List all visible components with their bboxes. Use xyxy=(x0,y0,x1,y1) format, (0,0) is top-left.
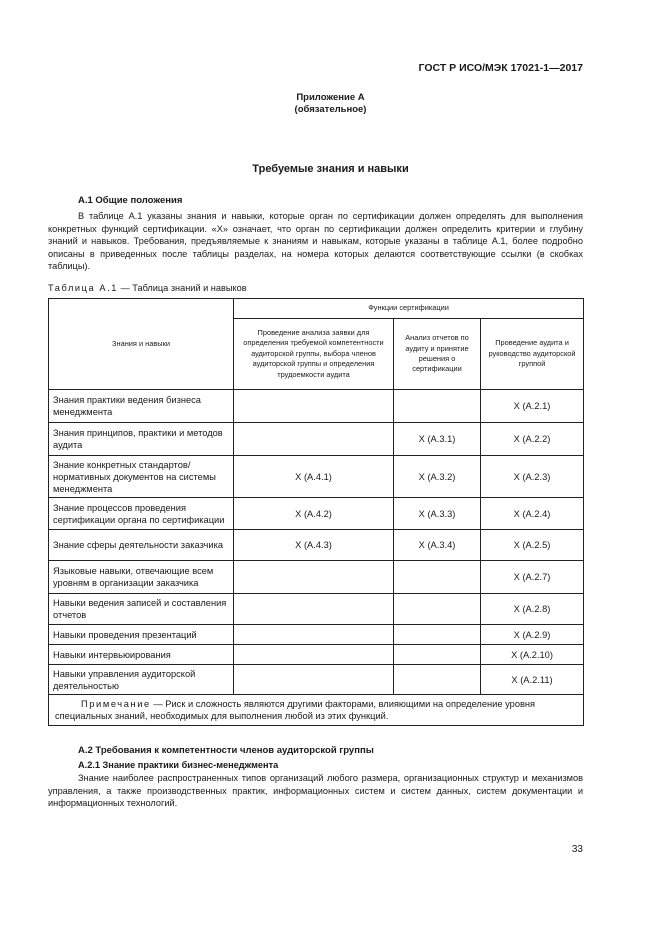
cell-c3: X (A.2.2) xyxy=(481,423,584,456)
cell-c1 xyxy=(234,561,394,594)
cell-c2 xyxy=(394,665,481,695)
table-row xyxy=(49,594,584,625)
cell-c2: X (A.3.1) xyxy=(394,423,481,456)
row-label: Знания практики ведения бизнеса менеджмента xyxy=(49,390,234,423)
cell-c2: X (A.3.3) xyxy=(394,498,481,530)
cell-c2 xyxy=(394,561,481,594)
table-note-label: Примечание xyxy=(81,699,151,709)
cell-c1 xyxy=(234,390,394,423)
col-header-knowledge: Знания и навыки xyxy=(49,299,234,390)
table-note-text: — Риск и сложность являются другими факторами, влияющими на определение уровня специальных знаний, необходимых для выполнения любой из этих функций. xyxy=(55,699,536,721)
a1-paragraph-text: В таблице А.1 указаны знания и навыки, которые орган по сертификации должен определять для выполнения конкретных функций сертификации. «Х» означает, что орган по сертификации должен определить критерии и глубину знаний и навыков. Требования, предъявляемые к знаниям и навыкам, которые указаны в таблице А.1, более подробно описаны в приведенных после таблицы разделах, на номера которых делаются соответствующие ссылки (в скобках таблицы). xyxy=(48,211,583,272)
row-label: Языковые навыки, отвечающие всем уровням в организации заказчика xyxy=(49,561,234,594)
table-note xyxy=(49,695,584,726)
cell-c3: X (A.2.5) xyxy=(481,530,584,561)
document-standard-header: ГОСТ Р ИСО/МЭК 17021-1—2017 xyxy=(418,62,583,74)
cell-c1: X (A.4.2) xyxy=(234,498,394,530)
table-row xyxy=(49,456,584,498)
cell-c2: X (A.3.2) xyxy=(394,456,481,498)
appendix-subtitle: (обязательное) xyxy=(294,104,367,115)
appendix-heading xyxy=(0,92,661,116)
table-row xyxy=(49,645,584,665)
cell-c1 xyxy=(234,594,394,625)
cell-c3: X (A.2.11) xyxy=(481,665,584,695)
table-caption-label: Таблица А.1 xyxy=(48,283,118,293)
knowledge-skills-table xyxy=(48,298,584,726)
table-row xyxy=(49,561,584,594)
cell-c3: X (A.2.7) xyxy=(481,561,584,594)
a1-paragraph xyxy=(48,210,583,273)
table-note-row xyxy=(49,695,584,726)
row-label: Знание процессов проведения сертификации органа по сертификации xyxy=(49,498,234,530)
page-number: 33 xyxy=(571,844,583,855)
cell-c2 xyxy=(394,625,481,645)
cell-c1: X (A.4.3) xyxy=(234,530,394,561)
table-row xyxy=(49,625,584,645)
cell-c1 xyxy=(234,645,394,665)
cell-c3: X (A.2.8) xyxy=(481,594,584,625)
row-label: Знания принципов, практики и методов аудита xyxy=(49,423,234,456)
cell-c3: X (A.2.1) xyxy=(481,390,584,423)
cell-c3: X (A.2.4) xyxy=(481,498,584,530)
table-row xyxy=(49,423,584,456)
cell-c1: X (A.4.1) xyxy=(234,456,394,498)
row-label: Навыки управления аудиторской деятельностью xyxy=(49,665,234,695)
row-label: Знание сферы деятельности заказчика xyxy=(49,530,234,561)
table-caption xyxy=(48,283,247,293)
cell-c3: X (A.2.3) xyxy=(481,456,584,498)
cell-c1 xyxy=(234,665,394,695)
col-header-report-review: Анализ отчетов по аудиту и принятие решения о сертификации xyxy=(394,319,481,390)
cell-c3: X (A.2.9) xyxy=(481,625,584,645)
row-label: Навыки интервьюирования xyxy=(49,645,234,665)
cell-c2: X (A.3.4) xyxy=(394,530,481,561)
section-title: Требуемые знания и навыки xyxy=(252,163,409,175)
cell-c3: X (A.2.10) xyxy=(481,645,584,665)
col-header-application-review: Проведение анализа заявки для определения требуемой компетентности аудиторской группы, выбора членов аудиторской группы и определения трудоемкости аудита xyxy=(234,319,394,390)
table-row xyxy=(49,665,584,695)
cell-c1 xyxy=(234,423,394,456)
a1-heading: А.1 Общие положения xyxy=(78,195,183,206)
a2-1-heading: А.2.1 Знание практики бизнес-менеджмента xyxy=(78,760,279,770)
cell-c2 xyxy=(394,390,481,423)
row-label: Навыки ведения записей и составления отчетов xyxy=(49,594,234,625)
a2-heading: А.2 Требования к компетентности членов аудиторской группы xyxy=(78,745,374,756)
a2-1-paragraph xyxy=(48,772,583,810)
table-row xyxy=(49,498,584,530)
row-label: Знание конкретных стандартов/нормативных документов на системы менеджмента xyxy=(49,456,234,498)
row-label: Навыки проведения презентаций xyxy=(49,625,234,645)
table-row xyxy=(49,390,584,423)
table-caption-text: — Таблица знаний и навыков xyxy=(117,283,247,293)
cell-c1 xyxy=(234,625,394,645)
cell-c2 xyxy=(394,594,481,625)
table-row xyxy=(49,530,584,561)
col-header-functions: Функции сертификации xyxy=(234,299,584,319)
col-header-audit-conduct: Проведение аудита и руководство аудиторской группой xyxy=(481,319,584,390)
appendix-title: Приложение А xyxy=(296,92,365,103)
a2-1-paragraph-text: Знание наиболее распространенных типов организаций любого размера, организационных структур и механизмов управления, а также производственных практик, информационных систем и систем данных, систем документации и информационных технологий. xyxy=(48,773,583,809)
cell-c2 xyxy=(394,645,481,665)
